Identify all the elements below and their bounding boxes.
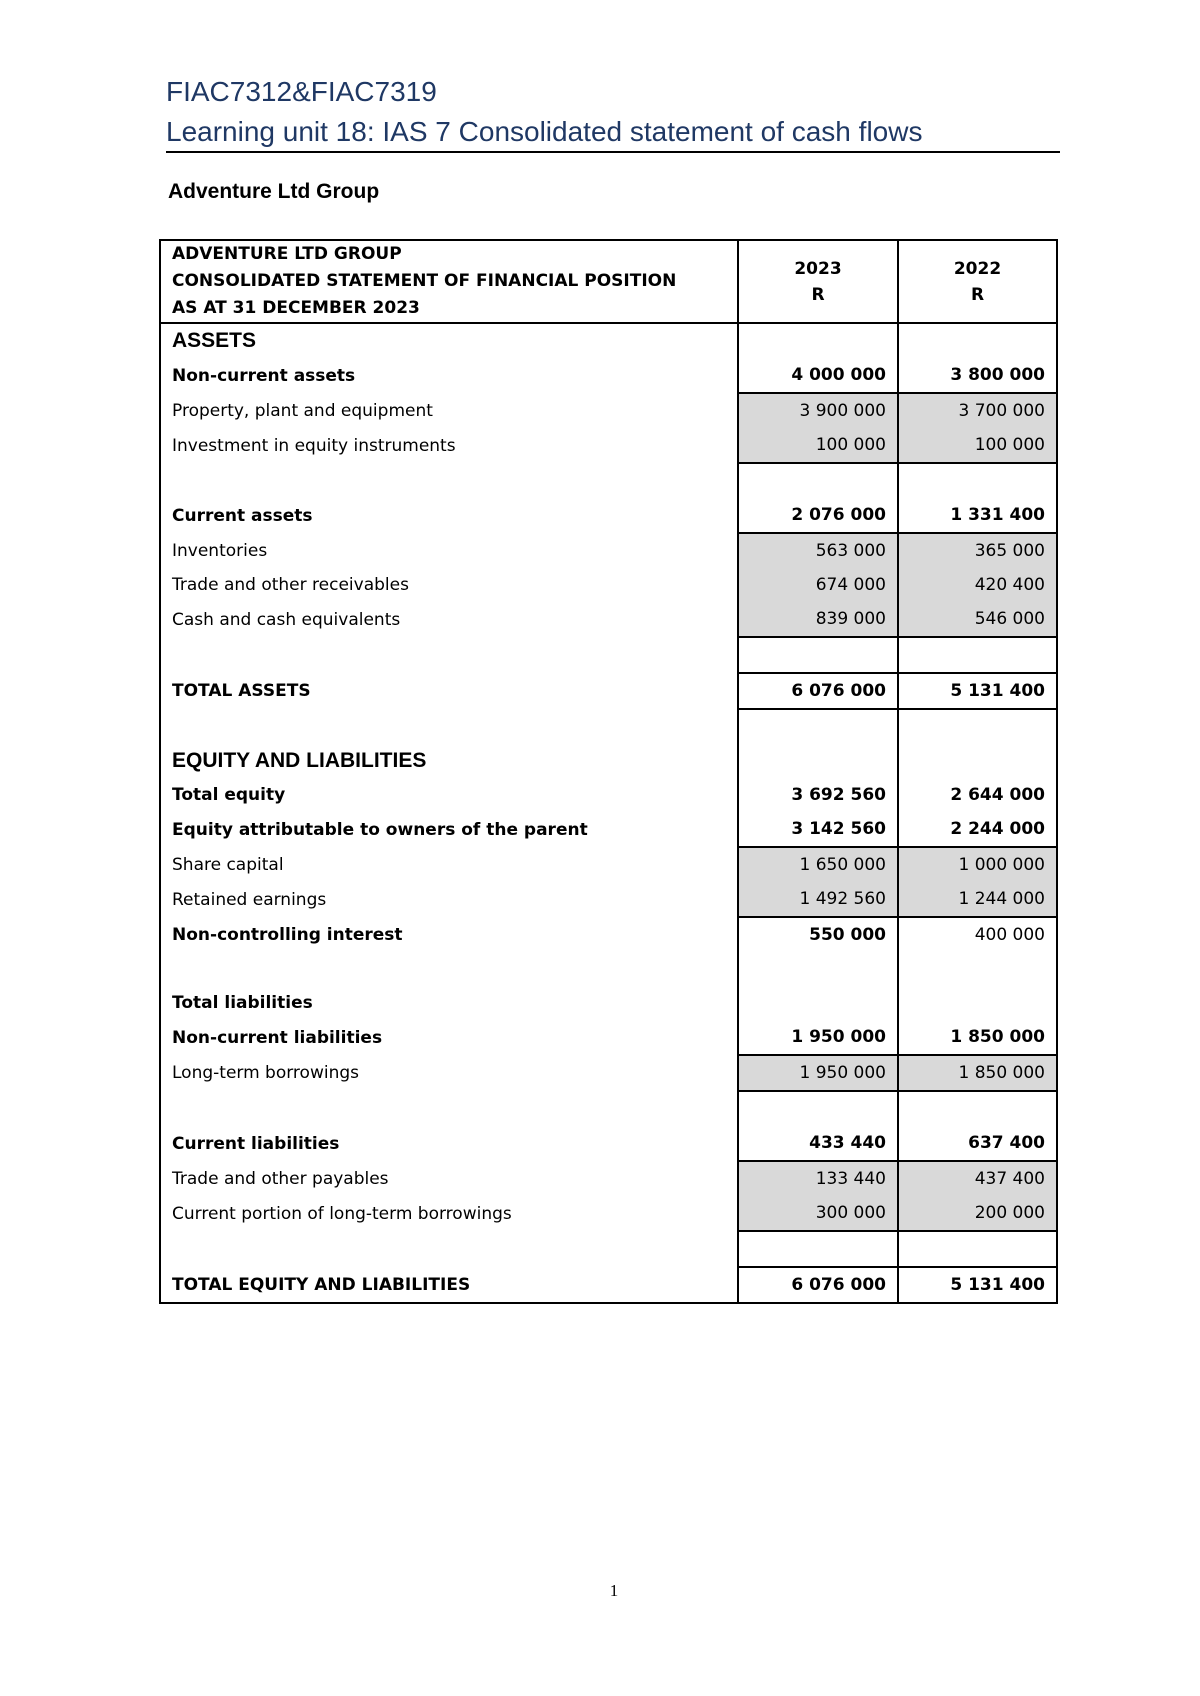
- table-row: [160, 986, 1057, 1020]
- group-title: Adventure Ltd Group: [168, 180, 380, 203]
- table-row: [160, 882, 1057, 917]
- row-label: Non-current liabilities: [172, 1027, 383, 1048]
- year-2022: 2022: [953, 258, 1002, 279]
- table-row: [160, 1196, 1057, 1231]
- value-2022: 637 400: [898, 1126, 1057, 1161]
- table-row: [160, 428, 1057, 463]
- row-label: Current assets: [172, 505, 313, 526]
- assets-heading: ASSETS: [172, 329, 257, 352]
- value-2023: 1 492 560: [738, 882, 898, 917]
- row-label: Total liabilities: [172, 993, 313, 1013]
- value-2022: 5 131 400: [898, 1267, 1057, 1303]
- value-2022: 1 850 000: [898, 1020, 1057, 1055]
- spacer-row: [160, 637, 1057, 673]
- value-2023: 3 692 560: [738, 778, 898, 812]
- value-2023: 2 076 000: [738, 498, 898, 533]
- spacer-row: [160, 1231, 1057, 1267]
- statement-title: [160, 240, 738, 323]
- value-2022: 420 400: [898, 568, 1057, 602]
- table-row: [160, 498, 1057, 533]
- value-2023: 100 000: [738, 428, 898, 463]
- row-label: Current portion of long-term borrowings: [172, 1203, 512, 1224]
- value-2023: 1 950 000: [738, 1020, 898, 1055]
- row-label: Investment in equity instruments: [172, 435, 456, 456]
- row-label: Inventories: [172, 540, 268, 561]
- value-2023: 3 900 000: [738, 393, 898, 428]
- row-label: Trade and other receivables: [172, 575, 409, 595]
- table-row: [160, 568, 1057, 602]
- value-2022: 2 244 000: [898, 812, 1057, 847]
- table-row: [160, 778, 1057, 812]
- unit-title: Learning unit 18: IAS 7 Consolidated statement of cash flows: [166, 116, 923, 147]
- row-label: Share capital: [172, 854, 284, 875]
- table-row: [160, 1126, 1057, 1161]
- spacer-row: [160, 952, 1057, 986]
- currency-2023: R: [811, 284, 825, 305]
- value-2022: 1 000 000: [898, 847, 1057, 882]
- value-2023: 1 650 000: [738, 847, 898, 882]
- table-row: [160, 358, 1057, 393]
- value-2023: 674 000: [738, 568, 898, 602]
- row-label: Property, plant and equipment: [172, 400, 433, 421]
- table-row: [160, 812, 1057, 847]
- value-2023: 550 000: [738, 917, 898, 952]
- value-2022: 100 000: [898, 428, 1057, 463]
- statement-entity: ADVENTURE LTD GROUP: [172, 244, 402, 264]
- page-number: 1: [609, 1581, 619, 1600]
- value-2022: 546 000: [898, 602, 1057, 637]
- value-2023: 300 000: [738, 1196, 898, 1231]
- value-2023: 133 440: [738, 1161, 898, 1196]
- row-label: TOTAL ASSETS: [172, 681, 311, 701]
- value-2023: 3 142 560: [738, 812, 898, 847]
- year-2023: 2023: [794, 258, 842, 279]
- row-label: Trade and other payables: [172, 1168, 389, 1189]
- row-label: Cash and cash equivalents: [172, 609, 401, 630]
- value-2022: 1 244 000: [898, 882, 1057, 917]
- value-2022: 5 131 400: [898, 673, 1057, 709]
- statement-date: AS AT 31 DECEMBER 2023: [172, 298, 420, 318]
- row-label: Non-current assets: [172, 365, 356, 386]
- table-row: [160, 1055, 1057, 1091]
- statement-name: CONSOLIDATED STATEMENT OF FINANCIAL POSITION: [172, 271, 677, 291]
- row-label: Non-controlling interest: [172, 924, 403, 945]
- value-2022: 400 000: [898, 917, 1057, 952]
- table-row: [160, 393, 1057, 428]
- row-label: TOTAL EQUITY AND LIABILITIES: [172, 1274, 471, 1295]
- row-label: Retained earnings: [172, 889, 327, 910]
- row-label: Long-term borrowings: [172, 1063, 359, 1083]
- row-label: Current liabilities: [172, 1133, 340, 1154]
- document-header: [166, 72, 1058, 152]
- header-divider: [166, 151, 1060, 153]
- table-row: [160, 673, 1057, 709]
- value-2023: 4 000 000: [738, 358, 898, 393]
- table-row: [160, 1161, 1057, 1196]
- table-row: [160, 323, 1057, 358]
- table-row: [160, 1020, 1057, 1055]
- spacer-row: [160, 463, 1057, 498]
- spacer-row: [160, 1091, 1057, 1126]
- table-row: [160, 744, 1057, 778]
- column-2023-header: [738, 240, 898, 323]
- value-2023: 1 950 000: [738, 1055, 898, 1091]
- column-2022-header: [898, 240, 1057, 323]
- financial-position-table: [159, 239, 1058, 1304]
- course-code: FIAC7312&FIAC7319: [166, 76, 437, 107]
- table-row: [160, 847, 1057, 882]
- value-2022: 437 400: [898, 1161, 1057, 1196]
- value-2022: 3 700 000: [898, 393, 1057, 428]
- currency-2022: R: [970, 284, 985, 305]
- value-2023: 433 440: [738, 1126, 898, 1161]
- value-2023: 839 000: [738, 602, 898, 637]
- value-2022: 1 850 000: [898, 1055, 1057, 1091]
- table-row: [160, 917, 1057, 952]
- value-2023: 563 000: [738, 533, 898, 568]
- value-2022: 1 331 400: [898, 498, 1057, 533]
- value-2023: 6 076 000: [738, 1267, 898, 1303]
- equity-liabilities-heading: EQUITY AND LIABILITIES: [172, 749, 427, 772]
- row-label: Equity attributable to owners of the parent: [172, 819, 588, 840]
- row-label: Total equity: [172, 785, 286, 805]
- table-row: [160, 602, 1057, 637]
- value-2022: 2 644 000: [898, 778, 1057, 812]
- table-row: [160, 533, 1057, 568]
- spacer-row: [160, 709, 1057, 744]
- table-row: [160, 1267, 1057, 1303]
- value-2022: 3 800 000: [898, 358, 1057, 393]
- value-2023: 6 076 000: [738, 673, 898, 709]
- table-header-row: [160, 240, 1057, 323]
- value-2022: 200 000: [898, 1196, 1057, 1231]
- value-2022: 365 000: [898, 533, 1057, 568]
